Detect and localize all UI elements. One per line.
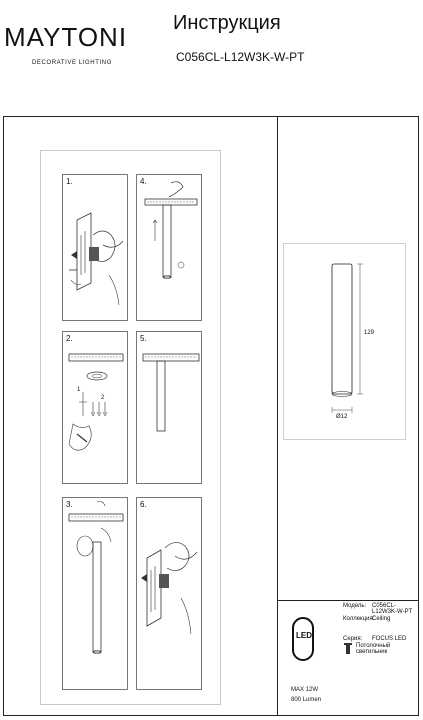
step-panel-4 <box>136 174 202 321</box>
document-model: C056CL-L12W3K-W-PT <box>176 50 305 64</box>
step-number: 3. <box>66 500 73 509</box>
document-title: Инструкция <box>173 12 281 34</box>
led-label: LED <box>296 631 312 640</box>
lamp-dimension-illustration <box>284 244 407 441</box>
step-panel-3 <box>62 497 128 690</box>
led-badge <box>292 617 314 661</box>
spec-series-label: Серия: <box>343 636 363 642</box>
step-panel-6 <box>136 497 202 690</box>
spec-collection-label: Коллекция: <box>343 616 375 622</box>
spec-series-value: FOCUS LED <box>372 636 407 642</box>
step-2-mark: 2 <box>101 395 105 401</box>
step-number: 5. <box>140 334 147 343</box>
lumen-output: 800 Lumen <box>291 697 322 703</box>
spec-type-value: Потолочный светильник <box>356 643 391 655</box>
brand-tagline: DECORATIVE LIGHTING <box>32 60 112 66</box>
step-1-illustration <box>63 175 129 322</box>
brand-logo: MAYTONI <box>4 22 128 52</box>
step-number: 6. <box>140 500 147 509</box>
step-2-mark: 1 <box>77 387 81 393</box>
dimension-drawing <box>283 243 406 440</box>
ceiling-lamp-icon <box>343 643 353 655</box>
max-power: MAX 12W <box>291 687 319 693</box>
step-number: 4. <box>140 177 147 186</box>
step-2-illustration <box>63 332 129 485</box>
column-divider <box>277 116 278 716</box>
spec-model-value: C056CL-L12W3K-W-PT <box>372 603 413 615</box>
step-number: 1. <box>66 177 73 186</box>
step-4-illustration <box>137 175 203 322</box>
step-panel-2 <box>62 331 128 484</box>
step-panel-1 <box>62 174 128 321</box>
step-3-illustration <box>63 498 129 691</box>
height-dimension: 129 <box>364 330 375 336</box>
step-5-illustration <box>137 332 203 485</box>
spec-collection-value: Ceiling <box>372 616 391 622</box>
step-number: 2. <box>66 334 73 343</box>
diameter-dimension: Ø12 <box>336 414 348 420</box>
step-panel-5 <box>136 331 202 484</box>
spec-model-label: Модель: <box>343 603 367 609</box>
step-6-illustration <box>137 498 203 691</box>
